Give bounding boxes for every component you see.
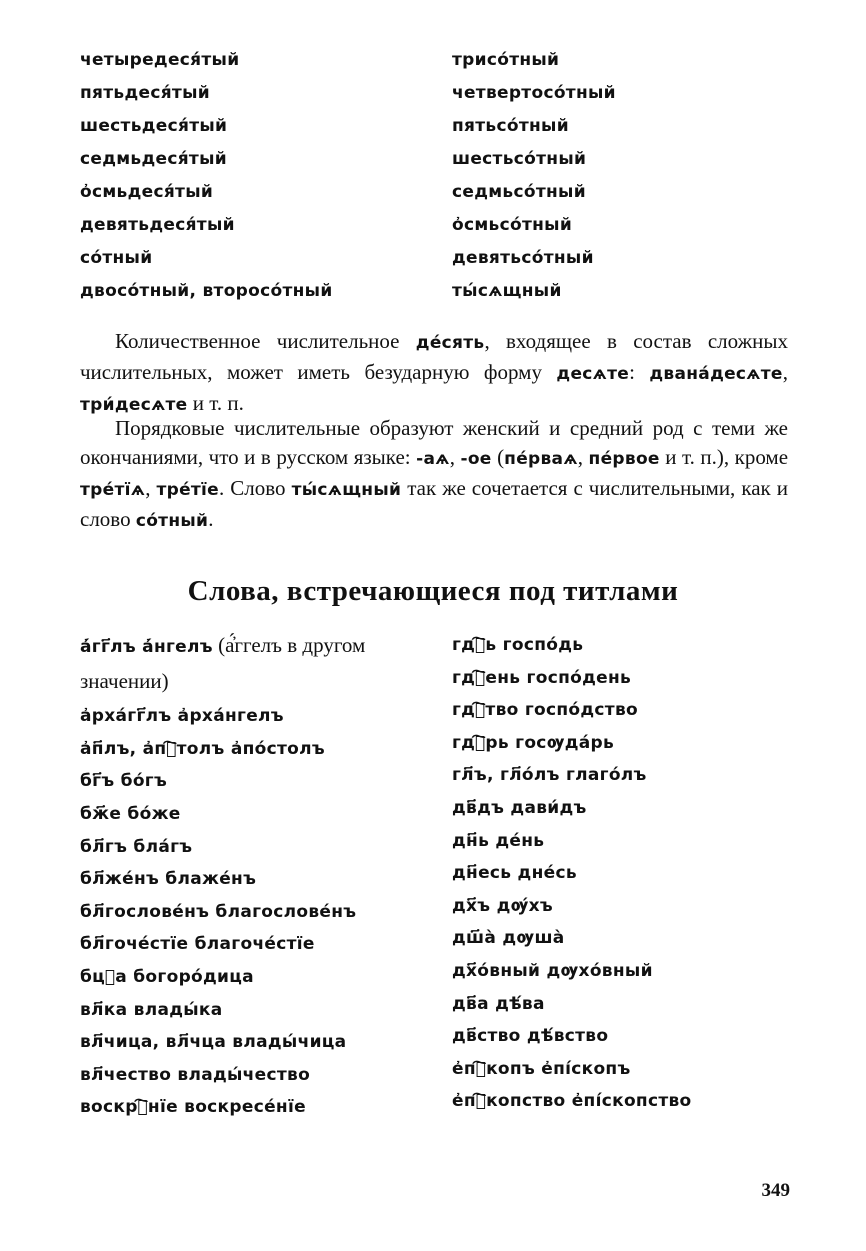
- list-item: девятьдеся́тый: [80, 215, 235, 235]
- list-item: бл҃гослове́нъ благослове́нъ: [80, 901, 357, 922]
- slavonic-word: тре́тїѧ: [80, 480, 146, 500]
- list-item: четвертосо́тный: [452, 83, 616, 103]
- slavonic-word: -ое: [460, 449, 492, 469]
- page-number: 349: [761, 1180, 790, 1201]
- text-run: :: [629, 360, 650, 384]
- list-item: бг҃ъ бо́гъ: [80, 771, 168, 792]
- list-item: дв҃дъ дави́дъ: [452, 797, 587, 818]
- list-item: е҆пⷭ҇копъ е҆пі́скопъ: [452, 1058, 631, 1079]
- list-item: вл҃чество влады́чество: [80, 1064, 311, 1085]
- paragraph-ordinal-gender: [80, 414, 788, 536]
- list-item: о҆смьдеся́тый: [80, 182, 214, 202]
- list-item: гл҃ъ, гл҃о́лъ глаго́лъ: [452, 765, 647, 786]
- list-item: пятьдеся́тый: [80, 83, 210, 103]
- list-item: а҆рха́гг҃лъ а҆рха́нгелъ: [80, 706, 284, 727]
- text-run: и т. п.: [187, 391, 244, 415]
- list-item: а҆п҃лъ, а҆пⷭ҇толъ а҆по́столъ: [80, 738, 325, 759]
- text-run: (: [491, 445, 505, 469]
- list-item: бцⷣа богоро́дица: [80, 966, 254, 987]
- slavonic-word: а҆́гг҃лъ а҆́нгелъ: [80, 637, 213, 657]
- list-item: пятьсо́тный: [452, 116, 569, 136]
- list-item: шестьдеся́тый: [80, 116, 228, 136]
- slavonic-word: пе́рваѧ: [504, 449, 578, 469]
- text-run: Порядковые числительные образуют женский и средний род с теми же окончаниями, что и в русском языке:: [80, 416, 788, 469]
- text-run: и т. п.), кроме: [659, 445, 789, 469]
- titla-words-list: [80, 629, 800, 1124]
- list-item: гдⷭ҇тво госпо́дство: [452, 700, 638, 721]
- text-run: ,: [782, 360, 788, 384]
- list-item: дш҃а̀ дѹша̀: [452, 928, 565, 949]
- slavonic-word: -аѧ: [416, 449, 450, 469]
- text-run: ,: [449, 445, 461, 469]
- slavonic-word: пе́рвое: [588, 449, 660, 469]
- titla-left-column: [80, 629, 452, 1124]
- list-item: бл҃гоче́стїе благоче́стїе: [80, 934, 315, 955]
- text-run: ,: [577, 445, 589, 469]
- list-item: е҆пⷭ҇копство е҆пі́скопство: [452, 1091, 692, 1112]
- list-item: [80, 629, 425, 700]
- list-item: бл҃гъ бла́гъ: [80, 836, 193, 857]
- list-item: вл҃чица, вл҃чца влады́чица: [80, 1032, 347, 1053]
- ordinal-numerals-right-column: [452, 44, 792, 308]
- list-item: дх҃о́вный дѹхо́вный: [452, 960, 653, 981]
- list-item: дн҃ь де́нь: [452, 830, 545, 851]
- paragraph-cardinal-desyat: [80, 327, 788, 420]
- list-item: седмьдеся́тый: [80, 149, 227, 169]
- slavonic-word: тре́тїе: [156, 480, 220, 500]
- list-item: дв҃а дѣ́ва: [452, 993, 545, 1014]
- slavonic-word: три́десѧте: [80, 395, 188, 415]
- slavonic-word: со́тный: [135, 511, 209, 531]
- text-run: Количественное числительное: [115, 329, 416, 353]
- list-item: бж҃е бо́же: [80, 803, 181, 824]
- list-item: дх҃ъ дѹ́хъ: [452, 895, 553, 916]
- text-run: так же сочетается с числительными, как и слово: [80, 476, 788, 531]
- list-item: гдⷭ҇ь госпо́дь: [452, 635, 584, 655]
- usage-note: (а҆́ггелъ в другом значении): [80, 633, 366, 693]
- list-item: двосо́тный, второсо́тный: [80, 281, 333, 301]
- list-item: девятьсо́тный: [452, 248, 594, 268]
- text-run: ,: [145, 476, 157, 500]
- slavonic-word: двана́десѧте: [649, 364, 783, 384]
- section-heading: Слова, встречающиеся под титлами: [187, 575, 679, 607]
- list-item: воскрⷭ҇нїе воскресе́нїе: [80, 1097, 306, 1118]
- ordinal-numerals-list: [80, 44, 800, 308]
- list-item: дн҃есь дне́сь: [452, 863, 577, 884]
- list-item: шестьсо́тный: [452, 149, 587, 169]
- titla-right-column: [452, 629, 792, 1124]
- list-item: ты́сѧщный: [452, 281, 562, 301]
- text-run: . Слово: [219, 476, 292, 500]
- list-item: вл҃ка влады́ка: [80, 999, 223, 1020]
- text-run: , входящее в состав сложных числительных, может иметь безударную форму: [80, 329, 788, 384]
- slavonic-word: десѧте: [556, 364, 630, 384]
- text-run: .: [208, 507, 214, 531]
- list-item: четыредеся́тый: [80, 50, 240, 70]
- list-item: седмьсо́тный: [452, 182, 586, 202]
- list-item: о҆смьсо́тный: [452, 215, 573, 235]
- list-item: дв҃ство дѣ́вство: [452, 1026, 609, 1047]
- list-item: со́тный: [80, 248, 153, 268]
- list-item: гдⷭ҇ень госпо́день: [452, 667, 632, 688]
- slavonic-word: ты́сѧщный: [291, 480, 402, 500]
- list-item: бл҃же́нъ блаже́нъ: [80, 869, 257, 890]
- slavonic-word: де́сять: [415, 333, 485, 353]
- ordinal-numerals-left-column: [80, 44, 452, 308]
- list-item: гдⷭ҇рь госѹда́рь: [452, 732, 615, 753]
- list-item: трисо́тный: [452, 50, 560, 70]
